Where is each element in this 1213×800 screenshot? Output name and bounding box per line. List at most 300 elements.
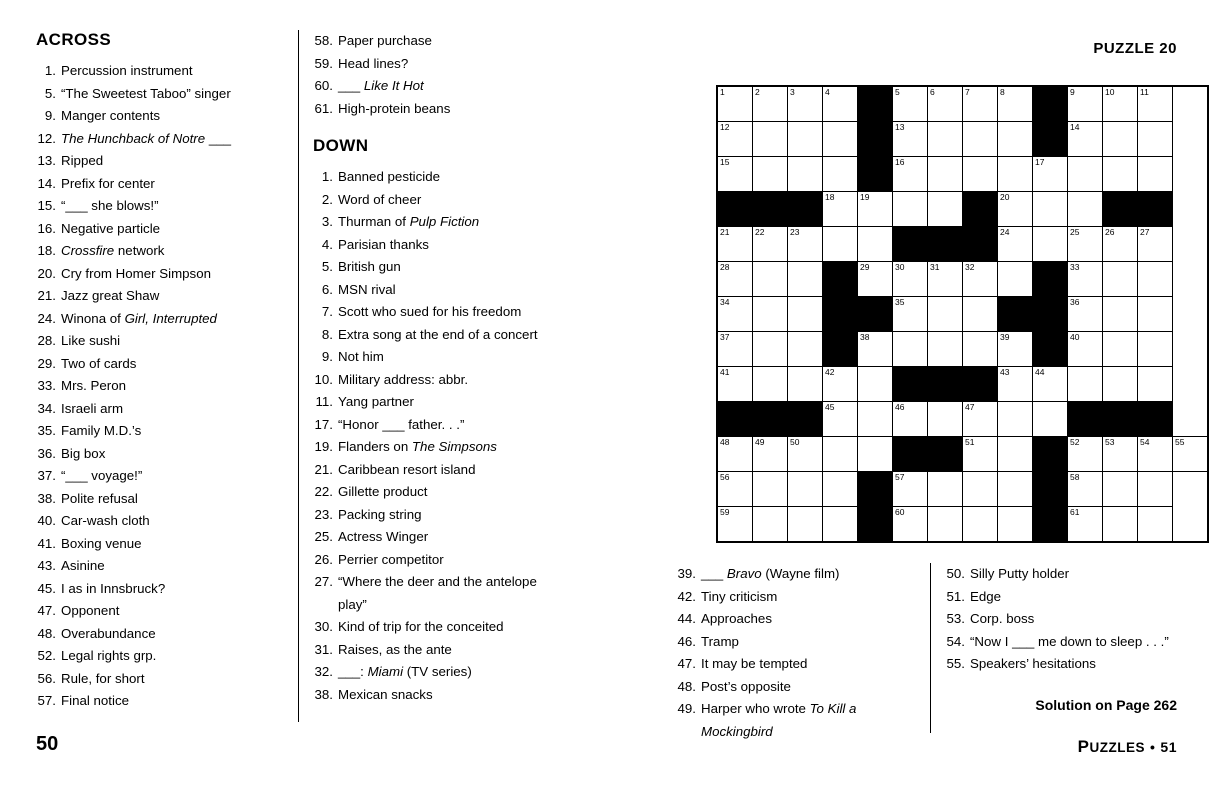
grid-cell-number: 53 bbox=[1105, 437, 1115, 447]
grid-cell-number: 7 bbox=[965, 87, 970, 97]
footer-word-rest: UZZLES bbox=[1089, 740, 1146, 755]
grid-block-cell bbox=[963, 367, 998, 402]
grid-cell[interactable] bbox=[788, 297, 823, 332]
clue-number: 30. bbox=[314, 619, 333, 634]
grid-cell-number: 1 bbox=[720, 87, 725, 97]
clue-text: Jazz great Shaw bbox=[61, 288, 160, 303]
grid-cell[interactable] bbox=[1068, 86, 1103, 122]
grid-cell[interactable] bbox=[753, 227, 788, 262]
grid-cell[interactable] bbox=[1033, 402, 1068, 437]
clue-text: ___ Like It Hot bbox=[338, 78, 424, 93]
clue-item bbox=[313, 279, 548, 302]
clue-text: The Hunchback of Notre ___ bbox=[61, 130, 232, 146]
grid-cell[interactable] bbox=[753, 437, 788, 472]
grid-cell[interactable] bbox=[998, 192, 1033, 227]
grid-cell-number: 34 bbox=[720, 297, 730, 307]
grid-cell[interactable] bbox=[1068, 507, 1103, 543]
grid-cell[interactable] bbox=[788, 86, 823, 122]
clue-number: 51. bbox=[946, 588, 965, 604]
grid-cell[interactable] bbox=[893, 192, 928, 227]
grid-cell-number: 49 bbox=[755, 437, 765, 447]
grid-cell[interactable] bbox=[1138, 437, 1173, 472]
grid-cell[interactable] bbox=[1103, 262, 1138, 297]
clue-text: Edge bbox=[970, 588, 1002, 604]
grid-cell[interactable] bbox=[753, 367, 788, 402]
clue-item bbox=[36, 285, 286, 308]
clue-item bbox=[313, 414, 548, 437]
clue-item bbox=[313, 459, 548, 482]
grid-cell[interactable] bbox=[1138, 262, 1173, 297]
clue-number: 4. bbox=[321, 236, 333, 252]
grid-cell[interactable] bbox=[998, 227, 1033, 262]
grid-cell[interactable] bbox=[1103, 472, 1138, 507]
grid-block-cell bbox=[823, 332, 858, 367]
clue-item bbox=[36, 398, 286, 421]
grid-cell-number: 8 bbox=[1000, 87, 1005, 97]
grid-cell[interactable] bbox=[823, 227, 858, 262]
grid-cell-number: 46 bbox=[895, 402, 905, 412]
clue-text: “Where the deer and the antelope bbox=[338, 574, 537, 589]
grid-block-cell bbox=[1138, 402, 1173, 437]
clue-item bbox=[313, 75, 548, 98]
grid-cell[interactable] bbox=[717, 297, 753, 332]
grid-cell[interactable] bbox=[717, 122, 753, 157]
grid-cell[interactable] bbox=[753, 86, 788, 122]
grid-cell[interactable] bbox=[928, 262, 963, 297]
grid-cell[interactable] bbox=[1138, 507, 1173, 543]
clue-text: Israeli arm bbox=[61, 400, 124, 416]
grid-cell-number: 30 bbox=[895, 262, 905, 272]
grid-cell[interactable] bbox=[1033, 367, 1068, 402]
clue-number: 7. bbox=[321, 304, 333, 319]
clue-number: 44. bbox=[677, 611, 696, 626]
clue-number: 47. bbox=[37, 603, 56, 618]
grid-cell[interactable] bbox=[928, 402, 963, 437]
clue-text: Kind of trip for the conceited bbox=[338, 619, 504, 634]
grid-cell[interactable] bbox=[893, 297, 928, 332]
grid-cell[interactable] bbox=[717, 227, 753, 262]
clue-item bbox=[36, 623, 286, 646]
clue-text: Paper purchase bbox=[338, 33, 432, 48]
grid-cell[interactable] bbox=[1138, 367, 1173, 402]
grid-cell[interactable] bbox=[788, 367, 823, 402]
grid-row bbox=[717, 192, 1208, 227]
grid-cell[interactable] bbox=[717, 86, 753, 122]
clue-item bbox=[36, 83, 286, 106]
grid-cell[interactable] bbox=[963, 507, 998, 543]
clue-text: Negative particle bbox=[61, 220, 161, 236]
clue-text: Raises, as the ante bbox=[338, 641, 452, 657]
grid-cell[interactable] bbox=[928, 297, 963, 332]
clue-item bbox=[36, 218, 286, 241]
grid-cell-number: 57 bbox=[895, 472, 905, 482]
grid-cell[interactable] bbox=[893, 472, 928, 507]
grid-cell[interactable] bbox=[858, 192, 893, 227]
clue-number: 1. bbox=[321, 169, 333, 184]
clue-item bbox=[945, 608, 1180, 631]
grid-cell[interactable] bbox=[998, 402, 1033, 437]
clue-item bbox=[36, 465, 286, 488]
grid-cell-number: 21 bbox=[720, 227, 730, 237]
clue-text-continuation: Mockingbird bbox=[701, 723, 773, 739]
grid-cell[interactable] bbox=[1068, 367, 1103, 402]
clue-number: 5. bbox=[44, 85, 56, 101]
grid-cell-number: 33 bbox=[1070, 262, 1080, 272]
grid-cell[interactable] bbox=[788, 472, 823, 507]
grid-block-cell bbox=[1033, 262, 1068, 297]
grid-cell[interactable] bbox=[823, 192, 858, 227]
grid-cell[interactable] bbox=[1033, 227, 1068, 262]
grid-cell[interactable] bbox=[1103, 227, 1138, 262]
clue-number: 38. bbox=[37, 490, 56, 506]
crossword-grid[interactable] bbox=[716, 85, 1209, 543]
grid-cell[interactable] bbox=[928, 472, 963, 507]
grid-cell[interactable] bbox=[1103, 332, 1138, 367]
grid-cell-number: 58 bbox=[1070, 472, 1080, 482]
clue-text: Tiny criticism bbox=[701, 588, 778, 604]
grid-cell[interactable] bbox=[1068, 332, 1103, 367]
grid-cell[interactable] bbox=[1138, 122, 1173, 157]
grid-cell[interactable] bbox=[1103, 297, 1138, 332]
grid-row bbox=[717, 437, 1208, 472]
clue-text: Crossfire network bbox=[61, 243, 165, 258]
clue-number: 25. bbox=[314, 529, 333, 544]
clue-item bbox=[313, 301, 548, 324]
grid-cell[interactable] bbox=[823, 472, 858, 507]
grid-cell-number: 13 bbox=[895, 122, 905, 132]
grid-cell[interactable] bbox=[1138, 157, 1173, 192]
grid-cell-number: 50 bbox=[790, 437, 800, 447]
down-clue-list-bottom-left bbox=[676, 563, 926, 743]
clue-number: 50. bbox=[946, 566, 965, 581]
clue-text: Rule, for short bbox=[61, 670, 145, 686]
clue-number: 29. bbox=[37, 355, 56, 371]
grid-cell[interactable] bbox=[753, 157, 788, 192]
grid-cell[interactable] bbox=[1068, 227, 1103, 262]
grid-cell[interactable] bbox=[998, 262, 1033, 297]
clue-number: 18. bbox=[37, 243, 56, 258]
grid-cell[interactable] bbox=[823, 86, 858, 122]
grid-block-cell bbox=[928, 437, 963, 472]
clue-number: 10. bbox=[314, 371, 333, 387]
clue-item bbox=[36, 173, 286, 196]
grid-cell[interactable] bbox=[998, 86, 1033, 122]
grid-cell-number: 19 bbox=[860, 192, 870, 202]
grid-cell[interactable] bbox=[928, 86, 963, 122]
clue-item bbox=[36, 353, 286, 376]
grid-cell-number: 55 bbox=[1175, 437, 1185, 447]
grid-cell[interactable] bbox=[788, 262, 823, 297]
grid-cell[interactable] bbox=[753, 262, 788, 297]
grid-cell[interactable] bbox=[858, 332, 893, 367]
grid-cell[interactable] bbox=[998, 367, 1033, 402]
grid-cell[interactable] bbox=[753, 122, 788, 157]
grid-cell[interactable] bbox=[1103, 122, 1138, 157]
clue-number: 22. bbox=[314, 484, 333, 499]
grid-cell[interactable] bbox=[1173, 437, 1209, 472]
clue-item bbox=[313, 616, 548, 639]
clue-number: 52. bbox=[37, 648, 56, 663]
grid-cell[interactable] bbox=[788, 227, 823, 262]
grid-cell-number: 12 bbox=[720, 122, 730, 132]
clue-item bbox=[36, 533, 286, 556]
grid-cell[interactable] bbox=[823, 122, 858, 157]
grid-cell[interactable] bbox=[717, 332, 753, 367]
grid-cell[interactable] bbox=[963, 402, 998, 437]
clue-item bbox=[313, 234, 548, 257]
grid-cell[interactable] bbox=[858, 262, 893, 297]
grid-cell[interactable] bbox=[1103, 157, 1138, 192]
clue-item bbox=[676, 608, 926, 631]
grid-cell[interactable] bbox=[823, 157, 858, 192]
grid-cell[interactable] bbox=[1068, 122, 1103, 157]
clue-number: 42. bbox=[677, 588, 696, 604]
grid-row bbox=[717, 402, 1208, 437]
grid-cell[interactable] bbox=[717, 472, 753, 507]
clue-text: Corp. boss bbox=[970, 611, 1035, 626]
grid-cell-number: 38 bbox=[860, 332, 870, 342]
grid-cell[interactable] bbox=[1138, 332, 1173, 367]
grid-cell[interactable] bbox=[823, 437, 858, 472]
grid-cell[interactable] bbox=[893, 122, 928, 157]
grid-cell[interactable] bbox=[858, 367, 893, 402]
grid-cell-number: 39 bbox=[1000, 332, 1010, 342]
grid-cell[interactable] bbox=[998, 507, 1033, 543]
grid-cell-number: 61 bbox=[1070, 507, 1080, 517]
page-number-left: 50 bbox=[36, 733, 59, 755]
clue-item bbox=[313, 324, 548, 347]
clue-text: Like sushi bbox=[61, 333, 121, 348]
grid-cell[interactable] bbox=[893, 402, 928, 437]
footer-word-initial: P bbox=[1077, 737, 1090, 756]
grid-cell[interactable] bbox=[1033, 192, 1068, 227]
clue-number: 5. bbox=[321, 259, 333, 274]
grid-cell[interactable] bbox=[858, 402, 893, 437]
clue-text: Big box bbox=[61, 445, 106, 461]
clue-item bbox=[36, 150, 286, 173]
grid-cell[interactable] bbox=[963, 122, 998, 157]
grid-cell[interactable] bbox=[1103, 437, 1138, 472]
grid-cell[interactable] bbox=[893, 262, 928, 297]
grid-cell[interactable] bbox=[753, 472, 788, 507]
clue-item bbox=[313, 549, 548, 572]
grid-row bbox=[717, 227, 1208, 262]
grid-cell[interactable] bbox=[998, 157, 1033, 192]
grid-cell[interactable] bbox=[963, 157, 998, 192]
grid-cell-number: 3 bbox=[790, 87, 795, 97]
grid-cell[interactable] bbox=[928, 122, 963, 157]
grid-cell[interactable] bbox=[1068, 192, 1103, 227]
clue-item bbox=[36, 128, 286, 151]
grid-cell[interactable] bbox=[717, 437, 753, 472]
grid-cell[interactable] bbox=[998, 472, 1033, 507]
grid-cell-number: 35 bbox=[895, 297, 905, 307]
clue-item bbox=[945, 586, 1180, 609]
grid-cell[interactable] bbox=[928, 192, 963, 227]
clue-item bbox=[36, 600, 286, 623]
clue-text: Opponent bbox=[61, 603, 120, 618]
grid-row bbox=[717, 262, 1208, 297]
grid-block-cell bbox=[1103, 402, 1138, 437]
clue-text: Packing string bbox=[338, 506, 422, 522]
clue-number: 27. bbox=[314, 574, 333, 589]
puzzle-number: PUZZLE 20 bbox=[1093, 40, 1177, 57]
grid-cell[interactable] bbox=[717, 262, 753, 297]
clue-item bbox=[36, 443, 286, 466]
clue-number: 28. bbox=[37, 333, 56, 348]
clue-item bbox=[676, 653, 926, 676]
grid-cell[interactable] bbox=[717, 157, 753, 192]
clue-text: Yang partner bbox=[338, 394, 414, 409]
grid-cell[interactable] bbox=[928, 507, 963, 543]
clue-item bbox=[313, 481, 548, 504]
clue-text: Thurman of Pulp Fiction bbox=[338, 214, 480, 229]
grid-cell[interactable] bbox=[753, 507, 788, 543]
clue-item bbox=[313, 639, 548, 662]
clue-text: Family M.D.’s bbox=[61, 423, 142, 438]
grid-cell[interactable] bbox=[893, 86, 928, 122]
grid-cell[interactable] bbox=[717, 507, 753, 543]
grid-cell-number: 52 bbox=[1070, 437, 1080, 447]
grid-cell[interactable] bbox=[1068, 262, 1103, 297]
clue-number: 9. bbox=[44, 108, 56, 123]
grid-cell-number: 47 bbox=[965, 402, 975, 412]
grid-block-cell bbox=[998, 297, 1033, 332]
clue-number: 13. bbox=[37, 153, 56, 168]
grid-cell[interactable] bbox=[998, 122, 1033, 157]
clue-number: 38. bbox=[314, 686, 333, 702]
clue-number: 1. bbox=[44, 63, 56, 78]
clue-text: Mrs. Peron bbox=[61, 378, 127, 393]
clue-number: 3. bbox=[321, 214, 333, 229]
grid-cell[interactable] bbox=[928, 332, 963, 367]
grid-cell-number: 37 bbox=[720, 332, 730, 342]
clue-text: Flanders on The Simpsons bbox=[338, 439, 497, 454]
grid-cell-number: 43 bbox=[1000, 367, 1010, 377]
grid-cell-number: 24 bbox=[1000, 227, 1010, 237]
grid-cell[interactable] bbox=[823, 367, 858, 402]
clue-item bbox=[313, 661, 548, 684]
grid-cell-number: 22 bbox=[755, 227, 765, 237]
clue-item bbox=[313, 256, 548, 279]
clue-item bbox=[36, 668, 286, 691]
grid-cell[interactable] bbox=[893, 507, 928, 543]
grid-cell[interactable] bbox=[823, 402, 858, 437]
clue-number: 34. bbox=[37, 400, 56, 416]
clue-text: Word of cheer bbox=[338, 191, 422, 207]
clue-item bbox=[36, 690, 286, 713]
grid-cell[interactable] bbox=[858, 437, 893, 472]
grid-cell[interactable] bbox=[1068, 437, 1103, 472]
grid-block-cell bbox=[858, 297, 893, 332]
clue-text: Car-wash cloth bbox=[61, 513, 150, 528]
grid-cell[interactable] bbox=[1068, 472, 1103, 507]
grid-cell[interactable] bbox=[963, 332, 998, 367]
grid-cell[interactable] bbox=[1103, 367, 1138, 402]
grid-cell[interactable] bbox=[823, 507, 858, 543]
clue-item bbox=[36, 510, 286, 533]
grid-cell[interactable] bbox=[1138, 227, 1173, 262]
grid-block-cell bbox=[823, 262, 858, 297]
grid-cell-number: 5 bbox=[895, 87, 900, 97]
clue-item bbox=[313, 571, 548, 594]
grid-cell[interactable] bbox=[928, 157, 963, 192]
grid-cell[interactable] bbox=[1138, 472, 1173, 507]
grid-cell[interactable] bbox=[998, 332, 1033, 367]
grid-cell[interactable] bbox=[1138, 297, 1173, 332]
grid-cell[interactable] bbox=[893, 332, 928, 367]
grid-cell[interactable] bbox=[788, 437, 823, 472]
grid-cell-number: 32 bbox=[965, 262, 975, 272]
grid-cell[interactable] bbox=[963, 262, 998, 297]
clue-text: Parisian thanks bbox=[338, 236, 429, 252]
grid-cell[interactable] bbox=[1103, 507, 1138, 543]
clue-number: 14. bbox=[37, 175, 56, 191]
clue-number: 57. bbox=[37, 693, 56, 708]
grid-cell[interactable] bbox=[753, 332, 788, 367]
clue-item bbox=[36, 420, 286, 443]
clue-text: Mexican snacks bbox=[338, 686, 433, 702]
grid-cell[interactable] bbox=[963, 472, 998, 507]
clue-item bbox=[945, 653, 1180, 676]
clue-text: Harper who wrote To Kill a bbox=[701, 701, 857, 716]
grid-cell[interactable] bbox=[1033, 157, 1068, 192]
grid-cell[interactable] bbox=[788, 332, 823, 367]
clue-number: 23. bbox=[314, 506, 333, 522]
grid-cell[interactable] bbox=[1138, 86, 1173, 122]
clue-number: 43. bbox=[37, 558, 56, 573]
clue-text: Polite refusal bbox=[61, 490, 138, 506]
clue-number: 37. bbox=[37, 468, 56, 483]
clue-item bbox=[313, 369, 548, 392]
grid-cell[interactable] bbox=[788, 507, 823, 543]
grid-cell[interactable] bbox=[858, 227, 893, 262]
clue-item bbox=[36, 578, 286, 601]
grid-block-cell bbox=[1033, 472, 1068, 507]
clue-item bbox=[36, 105, 286, 128]
grid-cell[interactable] bbox=[753, 297, 788, 332]
grid-cell[interactable] bbox=[788, 157, 823, 192]
down-heading: DOWN bbox=[313, 136, 369, 155]
grid-cell-number: 41 bbox=[720, 367, 730, 377]
grid-cell[interactable] bbox=[1068, 157, 1103, 192]
grid-cell[interactable] bbox=[1103, 86, 1138, 122]
clue-text: Cry from Homer Simpson bbox=[61, 265, 211, 281]
grid-cell[interactable] bbox=[963, 86, 998, 122]
clue-number: 17. bbox=[314, 416, 333, 432]
grid-cell-number: 17 bbox=[1035, 157, 1045, 167]
clue-text: Caribbean resort island bbox=[338, 461, 476, 477]
clue-number: 9. bbox=[321, 349, 333, 364]
clue-text: Silly Putty holder bbox=[970, 566, 1070, 581]
clue-item bbox=[676, 698, 926, 721]
grid-cell-number: 10 bbox=[1105, 87, 1115, 97]
grid-cell[interactable] bbox=[963, 297, 998, 332]
grid-cell[interactable] bbox=[788, 122, 823, 157]
grid-cell[interactable] bbox=[1068, 297, 1103, 332]
grid-cell[interactable] bbox=[963, 437, 998, 472]
clue-text: ___ Bravo (Wayne film) bbox=[701, 566, 840, 581]
footer-separator-dot: • bbox=[1150, 739, 1156, 755]
grid-cell-number: 48 bbox=[720, 437, 730, 447]
grid-cell[interactable] bbox=[893, 157, 928, 192]
grid-cell[interactable] bbox=[717, 367, 753, 402]
grid-cell-number: 9 bbox=[1070, 87, 1075, 97]
clue-text: Boxing venue bbox=[61, 535, 142, 551]
clue-item bbox=[313, 684, 548, 707]
grid-cell[interactable] bbox=[998, 437, 1033, 472]
clue-text: It may be tempted bbox=[701, 656, 808, 671]
